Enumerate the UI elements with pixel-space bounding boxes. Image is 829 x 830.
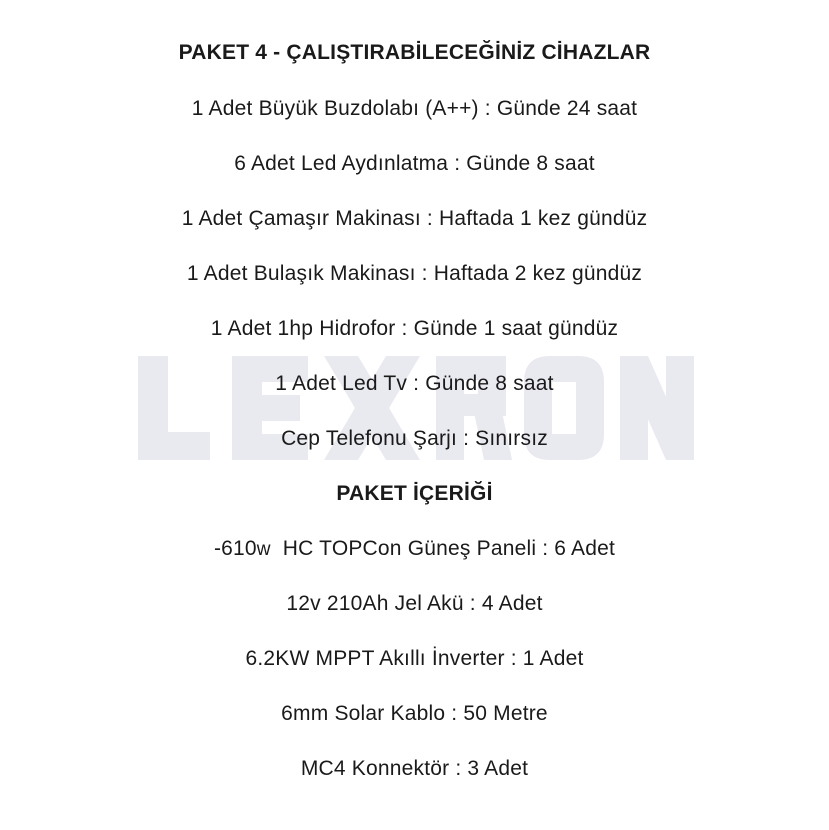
panel-power-unit: w [256,539,271,560]
panel-description: HC TOPCon Güneş Paneli : 6 Adet [282,537,616,560]
contents-line-solar-panel [0,536,829,563]
device-line-led-tv: 1 Adet Led Tv : Günde 8 saat [275,372,554,395]
contents-line-battery: 12v 210Ah Jel Akü : 4 Adet [286,592,543,615]
device-line-fridge: 1 Adet Büyük Buzdolabı (A++) : Günde 24 saat [191,97,638,120]
contents-line-mc4-connector: MC4 Konnektör : 3 Adet [300,757,529,780]
device-line-hydrophore: 1 Adet 1hp Hidrofor : Günde 1 saat gündüz [210,317,619,340]
contents-line-inverter: 6.2KW MPPT Akıllı İnverter : 1 Adet [245,647,584,670]
devices-heading: PAKET 4 - ÇALIŞTIRABİLECEĞİNİZ CİHAZLAR [178,41,651,64]
contents-heading: PAKET İÇERİĞİ [336,482,493,505]
panel-power-prefix: -610 [213,537,257,560]
contents-line-solar-cable: 6mm Solar Kablo : 50 Metre [281,702,548,725]
device-line-dishwasher: 1 Adet Bulaşık Makinası : Haftada 2 kez gündüz [186,262,643,285]
device-line-washing-machine: 1 Adet Çamaşır Makinası : Haftada 1 kez gündüz [181,207,648,230]
device-line-led-lighting: 6 Adet Led Aydınlatma : Günde 8 saat [234,152,595,175]
device-line-phone-charging: Cep Telefonu Şarjı : Sınırsız [281,427,548,450]
